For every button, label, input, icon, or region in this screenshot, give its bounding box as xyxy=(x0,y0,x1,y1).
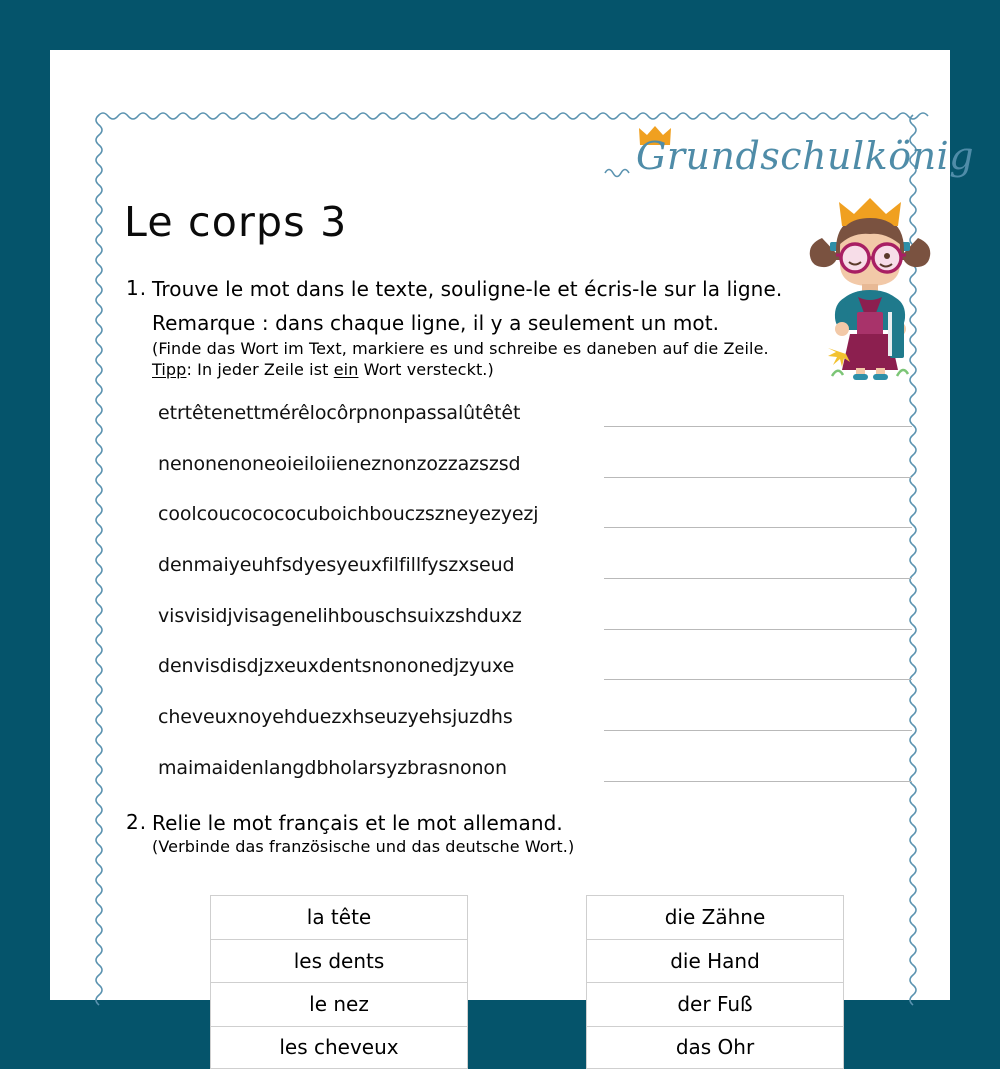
scramble-row xyxy=(158,402,918,453)
task-1-number: 1. xyxy=(126,276,147,300)
tipp-text-b: Wort versteckt.) xyxy=(358,360,493,379)
scramble-text[interactable]: maimaidenlangdbholarsyzbrasnonon xyxy=(158,757,507,779)
scramble-row xyxy=(158,757,918,808)
french-word-cell[interactable]: les dents xyxy=(210,939,468,983)
french-word-column xyxy=(210,895,468,1069)
answer-line[interactable] xyxy=(604,426,912,427)
answer-line[interactable] xyxy=(604,629,912,630)
french-word-cell[interactable]: la tête xyxy=(210,895,468,939)
scramble-text[interactable]: coolcoucocococuboichbouczszneyezyezj xyxy=(158,503,538,525)
french-word-cell[interactable]: les cheveux xyxy=(210,1026,468,1069)
german-word-cell[interactable]: der Fuß xyxy=(586,982,844,1026)
scramble-text[interactable]: denvisdisdjzxeuxdentsnononedjzyuxe xyxy=(158,655,514,677)
task-2-german: (Verbinde das französische und das deutsche Wort.) xyxy=(152,836,826,857)
scramble-row xyxy=(158,706,918,757)
task-1 xyxy=(126,276,826,380)
answer-line[interactable] xyxy=(604,730,912,731)
scramble-row xyxy=(158,453,918,504)
german-word-cell[interactable]: die Zähne xyxy=(586,895,844,939)
answer-line[interactable] xyxy=(604,781,912,782)
answer-line[interactable] xyxy=(604,679,912,680)
task-1-german-line-2 xyxy=(152,359,826,380)
scramble-text[interactable]: cheveuxnoyehduezxhseuzyehsjuzdhs xyxy=(158,706,513,728)
task-2 xyxy=(126,810,826,857)
scramble-row xyxy=(158,655,918,706)
answer-line[interactable] xyxy=(604,477,912,478)
wave-icon xyxy=(604,166,634,178)
task-1-remark: Remarque : dans chaque ligne, il y a seulement un mot. xyxy=(152,308,826,338)
german-word-column xyxy=(586,895,844,1069)
answer-line[interactable] xyxy=(604,527,912,528)
scramble-row xyxy=(158,605,918,656)
scramble-row xyxy=(158,503,918,554)
french-word-cell[interactable]: le nez xyxy=(210,982,468,1026)
tipp-label: Tipp xyxy=(152,360,186,379)
task-1-german-line-1: (Finde das Wort im Text, markiere es und schreibe es daneben auf die Zeile. xyxy=(152,338,826,359)
tipp-text-a: : In jeder Zeile ist xyxy=(186,360,333,379)
brand-logo xyxy=(604,128,914,194)
scramble-row xyxy=(158,554,918,605)
german-word-cell[interactable]: die Hand xyxy=(586,939,844,983)
scramble-text[interactable]: visvisidjvisagenelihbouschsuixzshduxz xyxy=(158,605,522,627)
task-2-number: 2. xyxy=(126,810,147,834)
page-title: Le corps 3 xyxy=(124,198,347,246)
german-word-cell[interactable]: das Ohr xyxy=(586,1026,844,1069)
scramble-text[interactable]: etrtêtenettmérêlocôrpnonpassalûtêtêt xyxy=(158,402,520,424)
matching-exercise xyxy=(210,895,846,1055)
worksheet-page xyxy=(50,50,950,1000)
scramble-text[interactable]: nenonenoneoieiloiieneznonzozzazszsd xyxy=(158,453,520,475)
scramble-text[interactable]: denmaiyeuhfsdyesyeuxfilfillfyszxseud xyxy=(158,554,515,576)
task-2-instruction: Relie le mot français et le mot allemand. xyxy=(152,810,826,836)
task-1-instruction: Trouve le mot dans le texte, souligne-le et écris-le sur la ligne. xyxy=(152,276,826,302)
scramble-list xyxy=(158,402,918,808)
brand-name: Grundschulkönig xyxy=(636,134,974,178)
answer-line[interactable] xyxy=(604,578,912,579)
ein-emphasis: ein xyxy=(334,360,359,379)
